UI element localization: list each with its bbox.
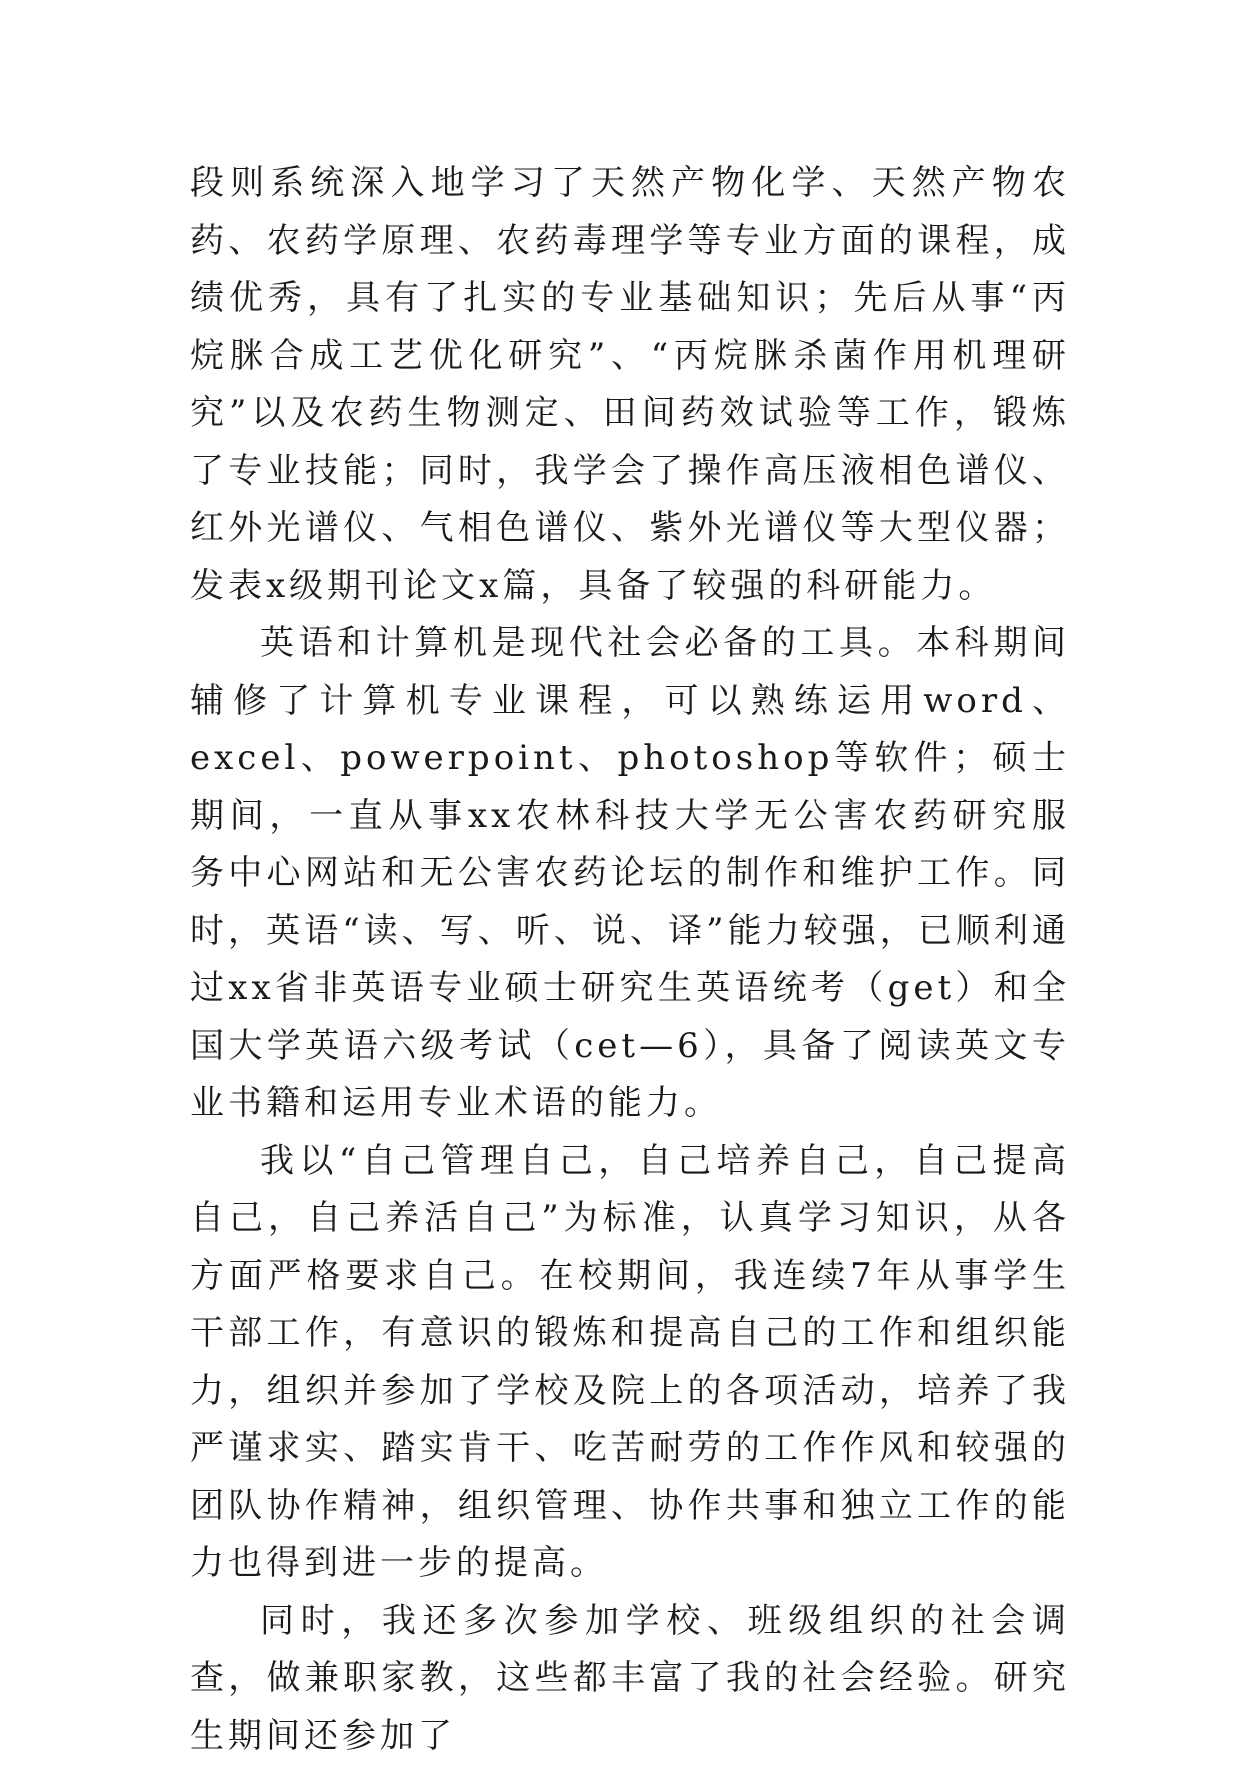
paragraph-english-computer: 英语和计算机是现代社会必备的工具。本科期间辅修了计算机专业课程，可以熟练运用word、excel、powerpoint、photoshop等软件；硕士期间，一直从事xx农林科技大学无公害农药研究服务中心网站和无公害农药论坛的制作和维护工作。同时，英语“读、写、听、说、译”能力较强，已顺利通过xx省非英语专业硕士研究生英语统考（get）和全国大学英语六级考试（cet—6），具备了阅读英文专业书籍和运用专业术语的能力。 bbox=[190, 615, 1070, 1133]
paragraph-social-experience: 同时，我还多次参加学校、班级组织的社会调查，做兼职家教，这些都丰富了我的社会经验。研究生期间还参加了 bbox=[190, 1593, 1070, 1765]
paragraph-research-skills: 段则系统深入地学习了天然产物化学、天然产物农药、农药学原理、农药毒理学等专业方面的课程，成绩优秀，具有了扎实的专业基础知识；先后从事“丙烷脒合成工艺优化研究”、“丙烷脒杀菌作用机理研究”以及农药生物测定、田间药效试验等工作，锻炼了专业技能；同时，我学会了操作高压液相色谱仪、红外光谱仪、气相色谱仪、紫外光谱仪等大型仪器；发表x级期刊论文x篇，具备了较强的科研能力。 bbox=[190, 155, 1070, 615]
paragraph-self-management: 我以“自己管理自己，自己培养自己，自己提高自己，自己养活自己”为标准，认真学习知识，从各方面严格要求自己。在校期间，我连续7年从事学生干部工作，有意识的锻炼和提高自己的工作和组织能力，组织并参加了学校及院上的各项活动，培养了我严谨求实、踏实肯干、吃苦耐劳的工作作风和较强的团队协作精神，组织管理、协作共事和独立工作的能力也得到进一步的提高。 bbox=[190, 1133, 1070, 1593]
document-body bbox=[190, 155, 1070, 1765]
